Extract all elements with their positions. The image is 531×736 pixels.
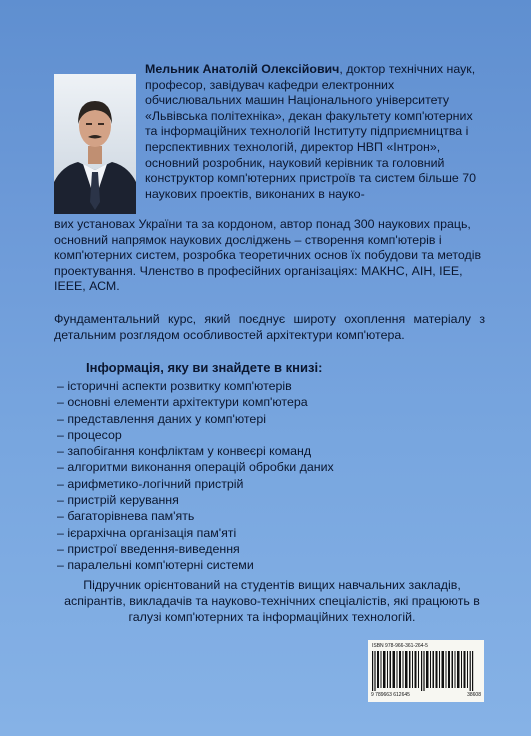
author-bio-continuation: вих установах України та за кордоном, автор понад 300 наукових праць, основний напрямок наукових досліджень – створення комп'ютерів і комп'ютерних систем, розробка теоретичних основ їх побудови та методів проектування. Членство в професійних організаціях: МАКНС, АІН, ІЕЕ, ІЕЕЕ, АСМ.	[54, 217, 482, 294]
list-item: – представлення даних у комп'ютері	[57, 411, 266, 426]
list-item: – запобігання конфліктам у конвеєрі команд	[57, 444, 312, 459]
audience-text: Підручник орієнтований на студентів вищих навчальних закладів, аспірантів, викладачів та науково-технічних спеціалістів, які працюють в галузі комп'ютерних та інформаційних технологій.	[64, 578, 480, 624]
barcode-suffix: 38608	[467, 692, 481, 698]
author-bio	[145, 62, 485, 202]
list-item: – основні елементи архітектури комп'ютера	[57, 395, 308, 410]
list-item: – ієрархічна організація пам'яті	[57, 525, 237, 540]
barcode-icon	[372, 651, 480, 691]
author-bio-text: , доктор технічних наук, професор, завідувач кафедри електронних обчислювальних машин Національного університету «Львівська політехніка», декан факультету комп'ютерних та інформаційних технологій Інституту підприємництва і перспективних технологій, директор НВП «Інтрон», основний розробник, науковий керівник та головний конструктор комп'ютерних пристроїв та систем більше 70 наукових проектів, виконаних в науко-	[145, 62, 477, 201]
list-item: – пристрої введення-виведення	[57, 541, 240, 556]
author-name: Мельник Анатолій Олексійович	[145, 62, 340, 76]
list-item: – паралельні комп'ютерні системи	[57, 558, 254, 573]
list-item: – багаторівнева пам'ять	[57, 509, 195, 524]
course-description: Фундаментальний курс, який поєднує широту охоплення матеріалу з детальним розглядом особливостей архітектури комп'ютера.	[54, 312, 485, 342]
topics-list	[57, 378, 457, 574]
barcode-digits: 9 789663 612645	[371, 692, 410, 698]
info-heading: Інформація, яку ви знайдете в книзі:	[86, 360, 323, 375]
author-photo	[54, 74, 136, 214]
list-item: – пристрій керування	[57, 493, 179, 508]
list-item: – історичні аспекти розвитку комп'ютерів	[57, 379, 292, 393]
barcode	[368, 640, 484, 702]
list-item: – арифметико-логічний пристрій	[57, 476, 244, 491]
isbn-label: ISBN 978-966-361-264-5	[372, 643, 428, 649]
list-item: – процесор	[57, 427, 122, 442]
list-item: – алгоритми виконання операцій обробки даних	[57, 460, 334, 475]
